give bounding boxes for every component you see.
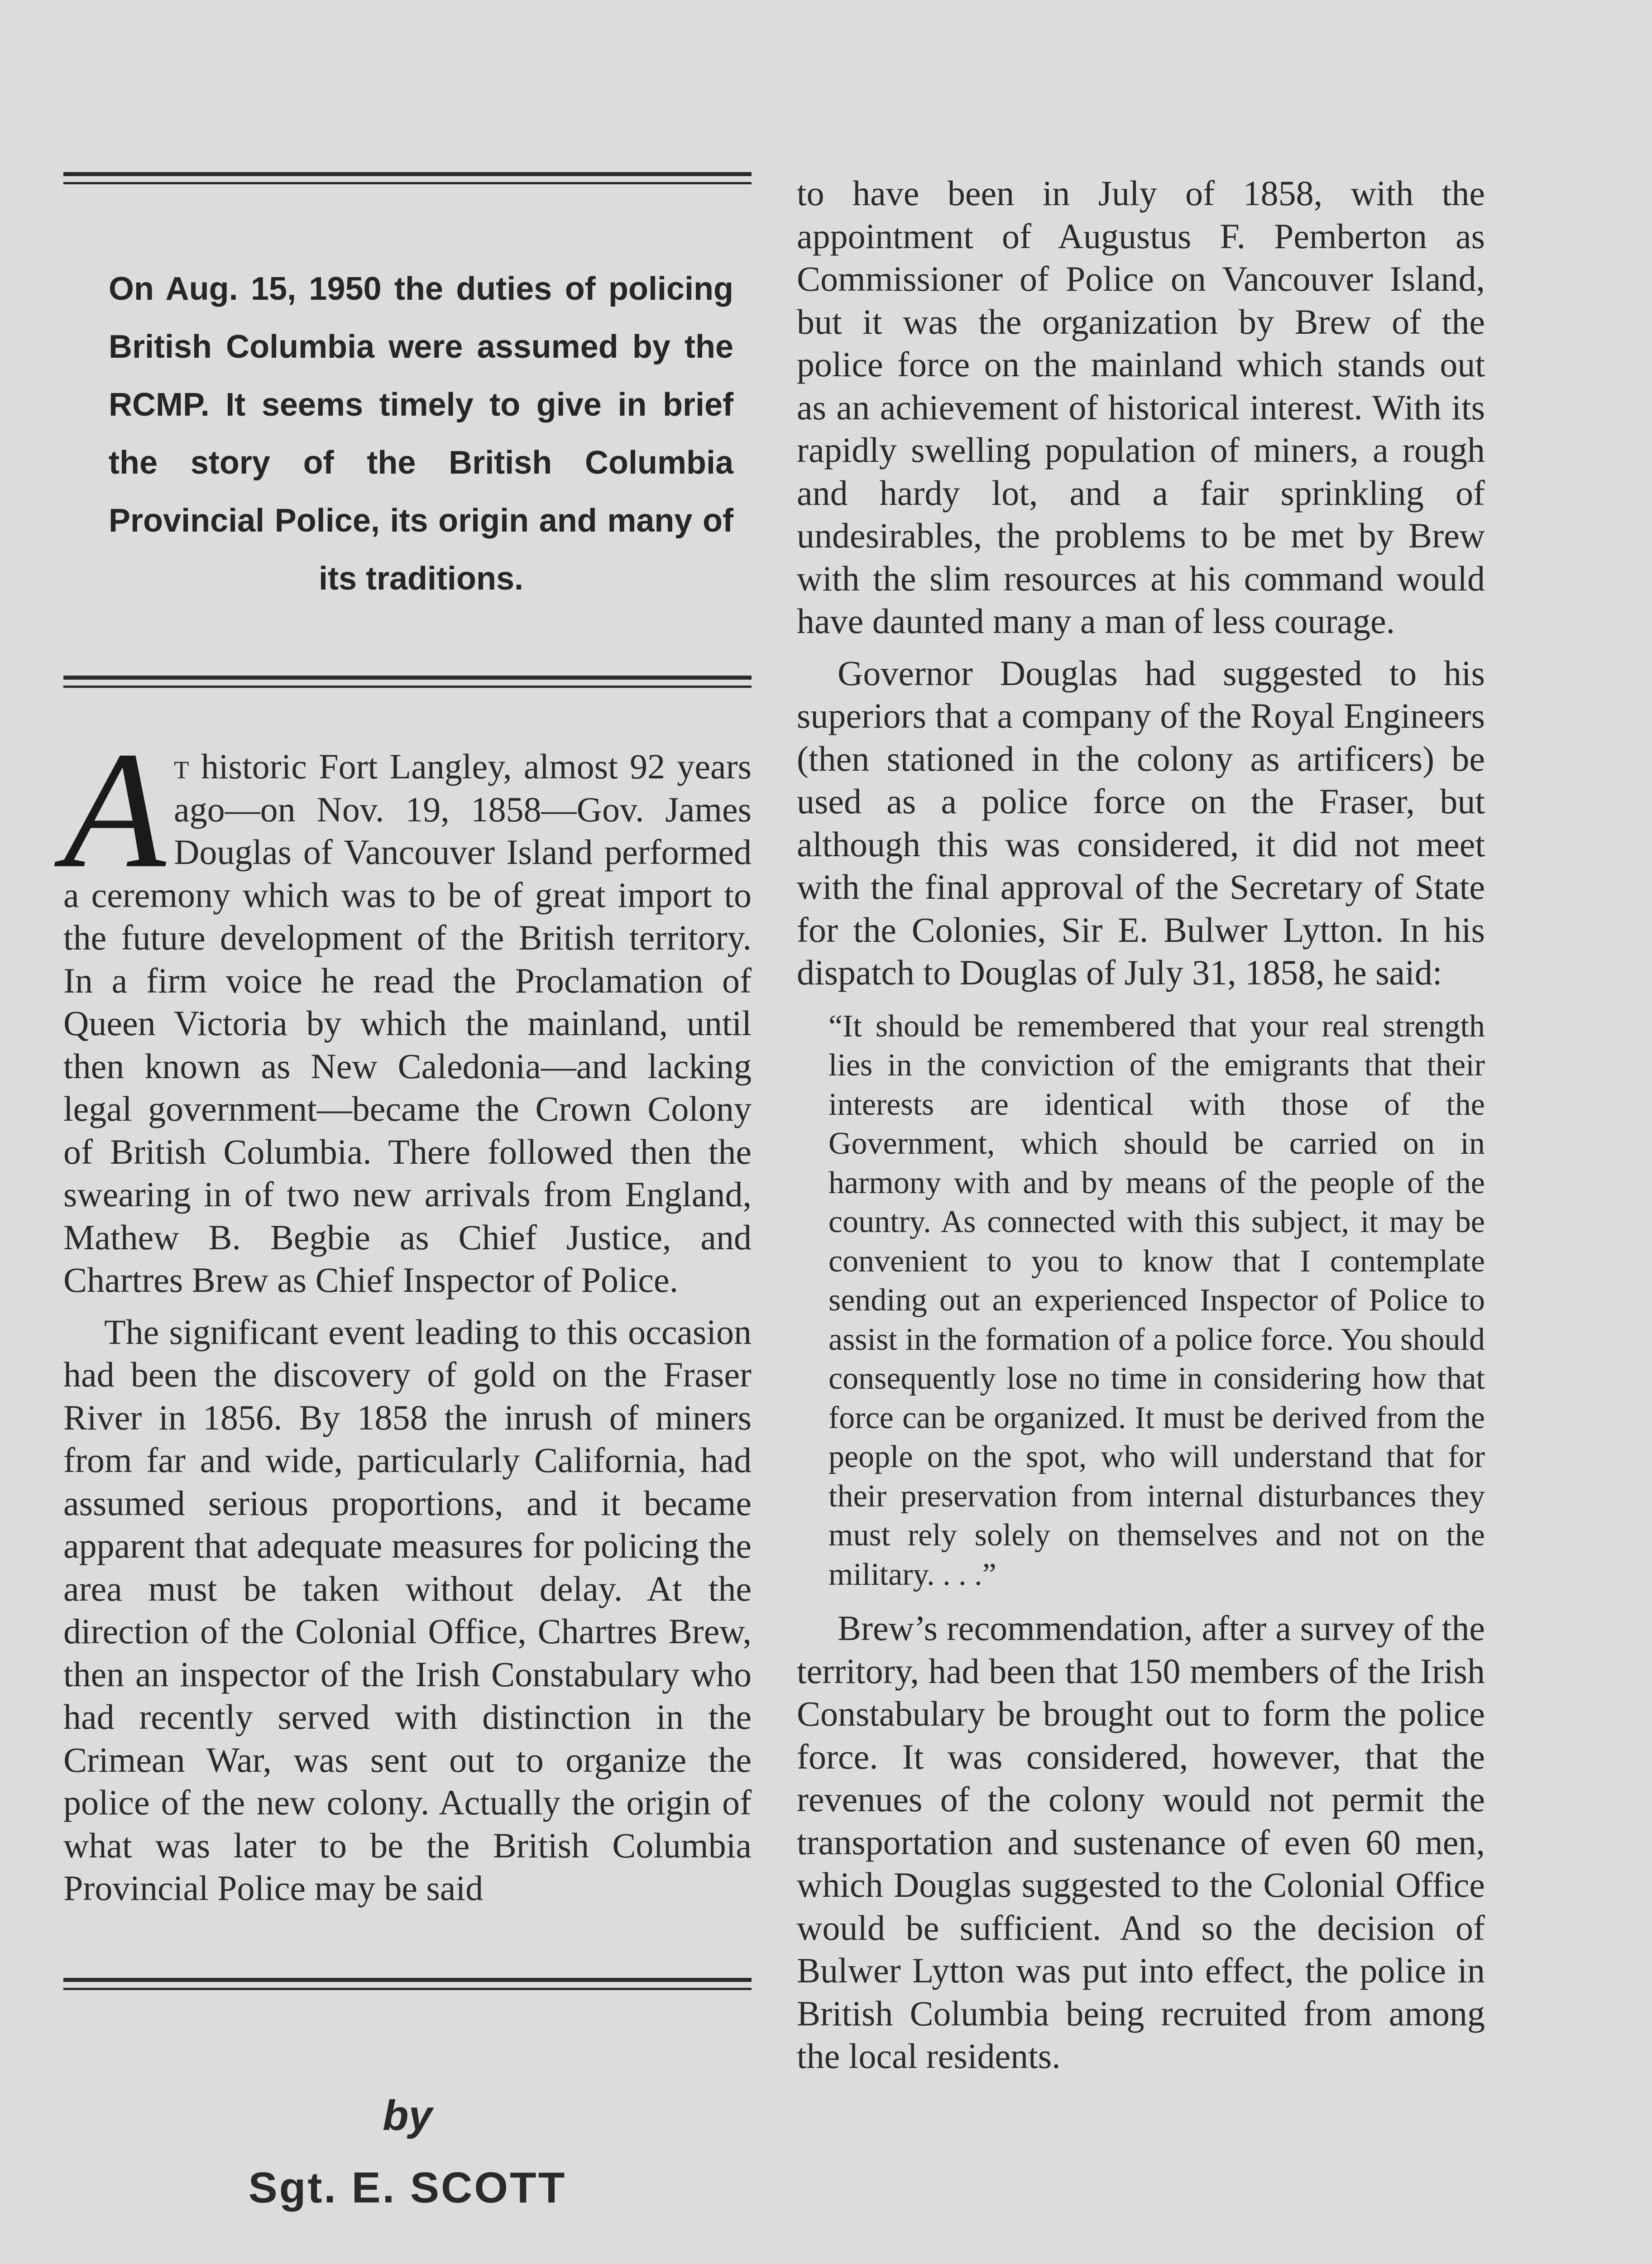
double-rule-bottom xyxy=(63,1978,752,1993)
article-paragraph-1 xyxy=(63,717,752,1302)
drop-cap: A xyxy=(63,717,166,903)
intro-blurb: On Aug. 15, 1950 the duties of policing British Columbia were assumed by the RCMP. It seems timely to give in brief the story of the British Columbia Provincial Police, its origin and many of its traditions. xyxy=(109,271,733,597)
left-column xyxy=(63,172,752,2215)
article-paragraph-5: Brew’s recommendation, after a survey of the territory, had been that 150 members of the Irish Constabulary be brought out to form the police force. It was considered, however, that the revenues of the colony would not permit the transportation and sustenance of even 60 men, which Douglas suggested to the Colonial Office would be sufficient. And so the decision of Bulwer Lytton was put into effect, the police in British Columbia being recruited from among the local residents. xyxy=(797,1608,1485,2076)
block-quote: “It should be remembered that your real strength lies in the conviction of the emigrants that their interests are identical with those of the Government, which should be carried on in harmony with and by means of the people of the country. As connected with this subject, it may be convenient to you to know that I contemplate sending out an experienced Inspector of Police to assist in the formation of a police force. You should consequently lose no time in considering how that force can be organized. It must be derived from the people on the spot, who will understand that for their preservation from internal disturbances they must rely solely on themselves and not on the military. . . .” xyxy=(828,1008,1485,1592)
right-column xyxy=(797,172,1485,2078)
first-word-rest: t xyxy=(174,747,189,786)
article-paragraph-4: Governor Douglas had suggested to his superiors that a company of the Royal Engineers (then stationed in the colony as artificers) be used as a police force on the Fraser, but although this was considered, it did not meet with the final approval of the Secretary of State for the Colonies, Sir E. Bulwer Lytton. In his dispatch to Douglas of July 31, 1858, he said: xyxy=(797,653,1485,992)
article-paragraph-2: The significant event leading to this occasion had been the discovery of gold on the Fraser River in 1856. By 1858 the inrush of miners from far and wide, particularly California, had assumed serious proportions, and it became apparent that adequate measures for policing the area must be taken without delay. At the direction of the Colonial Office, Chartres Brew, then an inspector of the Irish Constabulary who had recently served with distinction in the Crimean War, was sent out to organize the police of the new colony. Actually the origin of what was later to be the British Columbia Provincial Police may be said xyxy=(63,1312,752,1908)
byline-author: Sgt. E. SCOTT xyxy=(248,2163,567,2212)
paragraph-1-text: historic Fort Langley, almost 92 years ago—on Nov. 19, 1858—Gov. James Douglas of Vancouver Island performed a ceremony which was to be of great import to the future development of the British territory. In a firm voice he read the Proclamation of Queen Victoria by which the mainland, until then known as New Caledonia—and lacking legal government—became the Crown Colony of British Columbia. There followed then the swearing in of two new arrivals from England, Mathew B. Begbie as Chief Justice, and Chartres Brew as Chief Inspector of Police. xyxy=(63,747,752,1300)
double-rule-top xyxy=(63,172,752,187)
byline xyxy=(63,2088,752,2215)
article-paragraph-3: to have been in July of 1858, with the appointment of Augustus F. Pemberton as Commissioner of Police on Vancouver Island, but it was the organization by Brew of the police force on the mainland which stands out as an achievement of historical interest. With its rapidly swelling population of miners, a rough and hardy lot, and a fair sprinkling of undesirables, the problems to be met by Brew with the slim resources at his command would have daunted many a man of less courage. xyxy=(797,173,1485,641)
byline-by: by xyxy=(383,2091,432,2139)
double-rule-middle xyxy=(63,676,752,691)
